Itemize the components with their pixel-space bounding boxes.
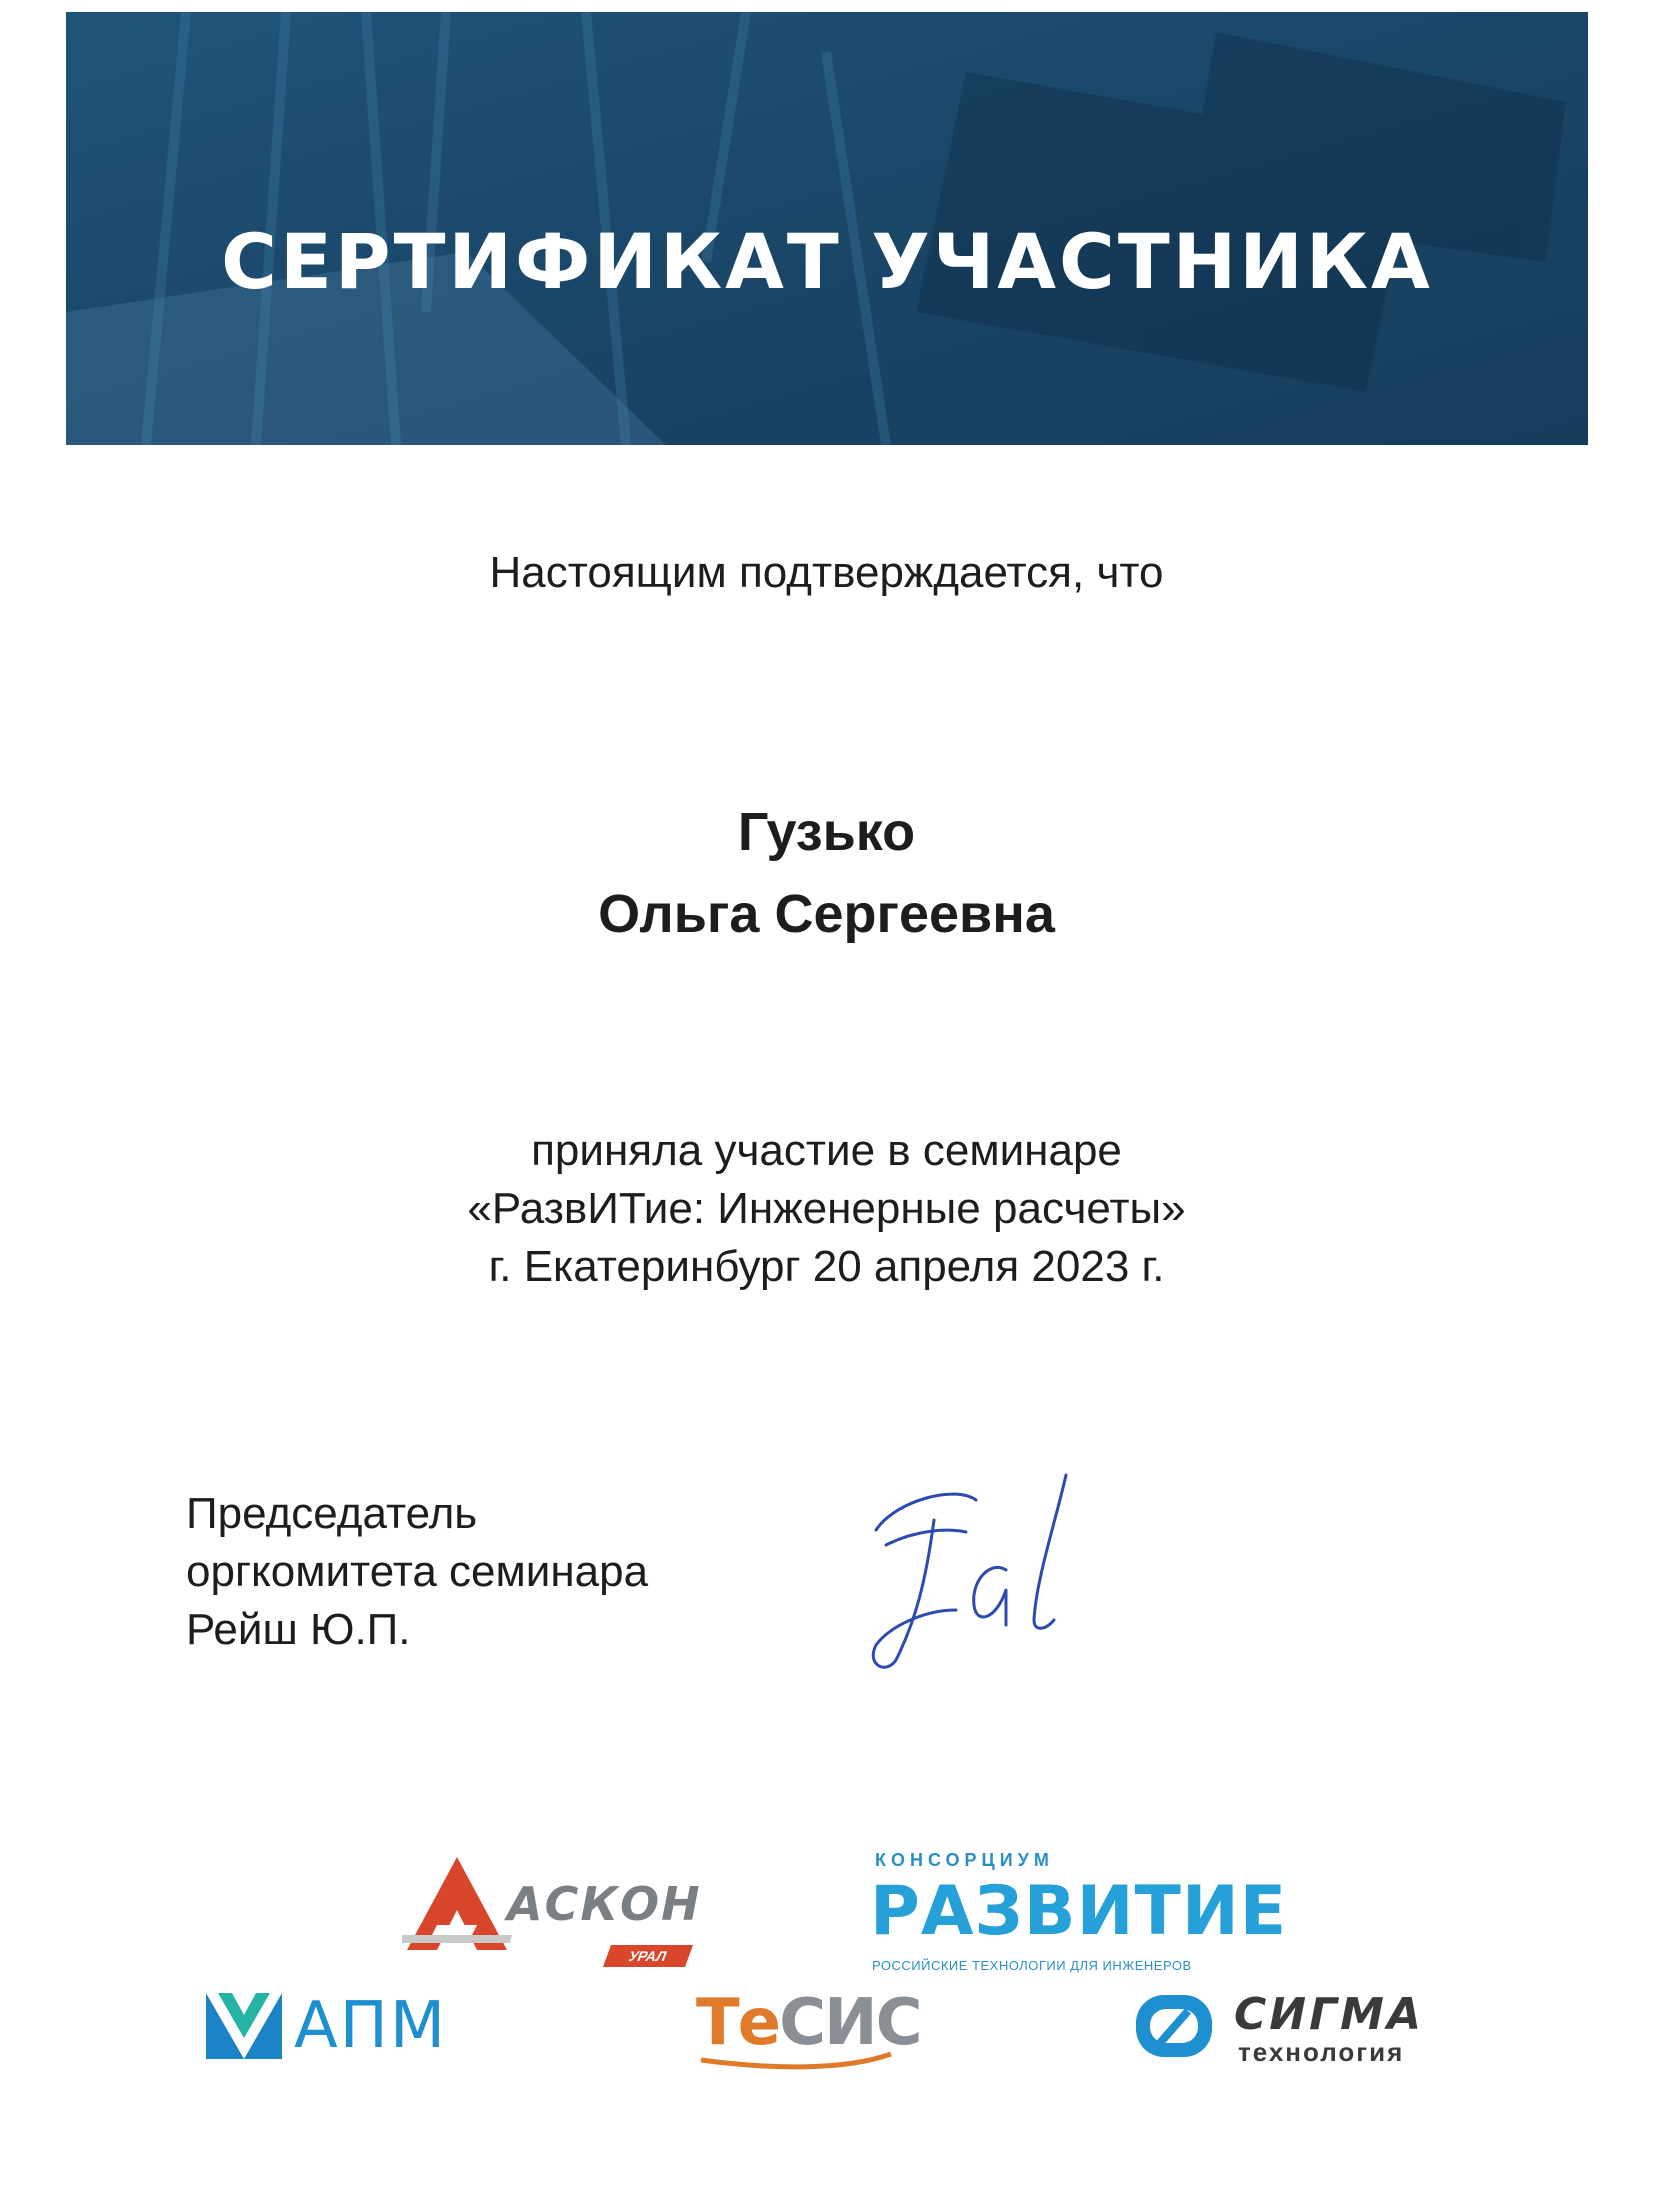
razvitie-logo: [870, 1850, 1288, 1980]
tesis-swoosh-icon: [696, 2052, 896, 2072]
apm-emblem-icon: [206, 1993, 282, 2059]
ascon-sub: УРАЛ: [603, 1945, 693, 1967]
intro-text: Настоящим подтверждается, что: [489, 548, 1164, 597]
sigma-name: СИГМА: [1234, 1989, 1424, 2040]
apm-logo: [206, 1985, 466, 2065]
event-place-date: г. Екатеринбург 20 апреля 2023 г.: [488, 1242, 1165, 1291]
tesis-logo: [696, 1982, 921, 2072]
sigma-logo: [1134, 1985, 1494, 2070]
razvitie-sub: РОССИЙСКИЕ ТЕХНОЛОГИИ ДЛЯ ИНЖЕНЕРОВ: [872, 1958, 1192, 1973]
tesis-te: Те: [696, 1986, 780, 2060]
certificate-banner: [66, 12, 1588, 445]
certificate-title: СЕРТИФИКАТ УЧАСТНИКА: [221, 217, 1433, 306]
event-line-1: приняла участие в семинаре: [531, 1126, 1122, 1175]
chair-name: Рейш Ю.П.: [186, 1605, 411, 1654]
tesis-sis: СИС: [779, 1986, 921, 2060]
participant-surname: Гузько: [737, 802, 916, 862]
handwritten-signature: [856, 1460, 1096, 1690]
ascon-emblem-icon: [402, 1855, 512, 1955]
event-title: «РазвИТие: Инженерные расчеты»: [467, 1184, 1186, 1233]
sigma-emblem-icon: [1134, 1993, 1214, 2059]
chair-position-line-1: Председатель: [186, 1489, 478, 1538]
apm-name: АПМ: [294, 1989, 448, 2063]
ascon-name: АСКОН: [507, 1877, 702, 1931]
sigma-sub: технология: [1238, 2037, 1405, 2067]
razvitie-top: КОНСОРЦИУМ: [875, 1850, 1054, 1870]
chair-position-line-2: оргкомитета семинара: [186, 1547, 649, 1596]
ascon-logo: [402, 1855, 702, 1975]
participant-given-names: Ольга Сергеевна: [598, 884, 1055, 944]
razvitie-main: РАЗВИТИЕ: [870, 1872, 1288, 1951]
